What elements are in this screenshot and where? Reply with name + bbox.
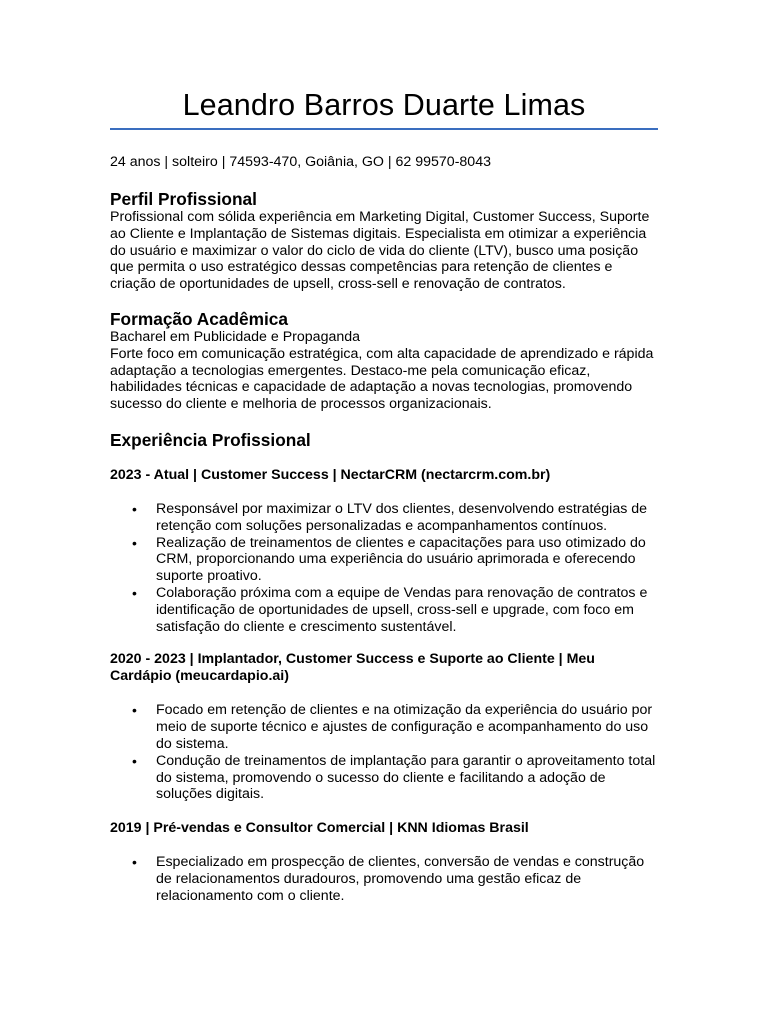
job-bullet-text: Realização de treinamentos de clientes e capacitações para uso otimizado do CRM, proporcionando uma experiência do usuário aprimorada e oferecendo suporte proativo. bbox=[156, 534, 646, 585]
bullet-dot: • bbox=[132, 854, 137, 871]
section-title-perfil: Perfil Profissional bbox=[110, 189, 257, 209]
job-bullet-text: Responsável por maximizar o LTV dos clientes, desenvolvendo estratégias de retenção com soluções personalizadas e acompanhamentos contínuos. bbox=[156, 500, 648, 534]
bullet-dot: • bbox=[132, 534, 137, 551]
job-title: 2020 - 2023 | Implantador, Customer Success e Suporte ao Cliente | Meu Cardápio (meucardapio.ai) bbox=[110, 651, 595, 685]
perfil-text: Profissional com sólida experiência em Marketing Digital, Customer Success, Suporte ao Cliente e Implantação de Sistemas digitais. Especialista em otimizar a experiência do usuário e maximizar o valor do ciclo de vida do cliente (LTV), busco uma posição que permita o uso estratégico dessas competências para retenção de clientes e criação de oportunidades de upsell, cross-sell e renovação de contratos. bbox=[110, 209, 650, 293]
job-bullet bbox=[110, 501, 658, 535]
bullet-dot: • bbox=[132, 702, 137, 719]
section-title-experiencia: Experiência Profissional bbox=[110, 429, 311, 450]
job-bullet bbox=[110, 702, 658, 752]
job-bullet-text: Condução de treinamentos de implantação para garantir o aproveitamento total do sistema, promovendo o sucesso do cliente e facilitando a adoção de soluções digitais. bbox=[156, 752, 656, 803]
bullet-dot: • bbox=[132, 752, 137, 769]
title-divider bbox=[110, 128, 658, 130]
formacao-degree: Bacharel em Publicidade e Propaganda bbox=[110, 328, 361, 345]
job-bullet-text: Colaboração próxima com a equipe de Vendas para renovação de contratos e identificação de oportunidades de upsell, cross-sell e upgrade, com foco em satisfação do cliente e crescimento sustentável. bbox=[156, 584, 648, 635]
job-bullet-text: Especializado em prospecção de clientes, conversão de vendas e construção de relacionamentos duradouros, promovendo uma gestão eficaz de relacionamento com o cliente. bbox=[156, 854, 645, 904]
job-bullet bbox=[110, 535, 658, 585]
job-bullet-list bbox=[110, 501, 658, 635]
job-bullet-list bbox=[110, 702, 658, 803]
formacao-text: Forte foco em comunicação estratégica, com alta capacidade de aprendizado e rápida adaptação a tecnologias emergentes. Destaco-me pela comunicação eficaz, habilidades técnicas e capacidade de adaptação a novas tecnologias, promovendo sucesso do cliente e melhoria de processos organizacionais. bbox=[110, 345, 654, 413]
bullet-dot: • bbox=[132, 584, 137, 601]
candidate-name: Leandro Barros Duarte Limas bbox=[182, 88, 586, 122]
job-bullet bbox=[110, 854, 658, 904]
job-bullet bbox=[110, 753, 658, 803]
section-title-formacao: Formação Acadêmica bbox=[110, 308, 289, 329]
job-title: 2019 | Pré-vendas e Consultor Comercial | KNN Idiomas Brasil bbox=[110, 820, 529, 837]
bullet-dot: • bbox=[132, 500, 137, 517]
resume-page bbox=[110, 0, 658, 905]
contact-info: 24 anos | solteiro | 74593-470, Goiânia, GO | 62 99570-8043 bbox=[110, 154, 491, 170]
job-bullet bbox=[110, 585, 658, 635]
job-bullet-list bbox=[110, 854, 658, 904]
job-title: 2023 - Atual | Customer Success | NectarCRM (nectarcrm.com.br) bbox=[110, 466, 551, 483]
job-bullet-text: Focado em retenção de clientes e na otimização da experiência do usuário por meio de suporte técnico e ajustes de configuração e acompanhamento do uso do sistema. bbox=[156, 702, 653, 752]
